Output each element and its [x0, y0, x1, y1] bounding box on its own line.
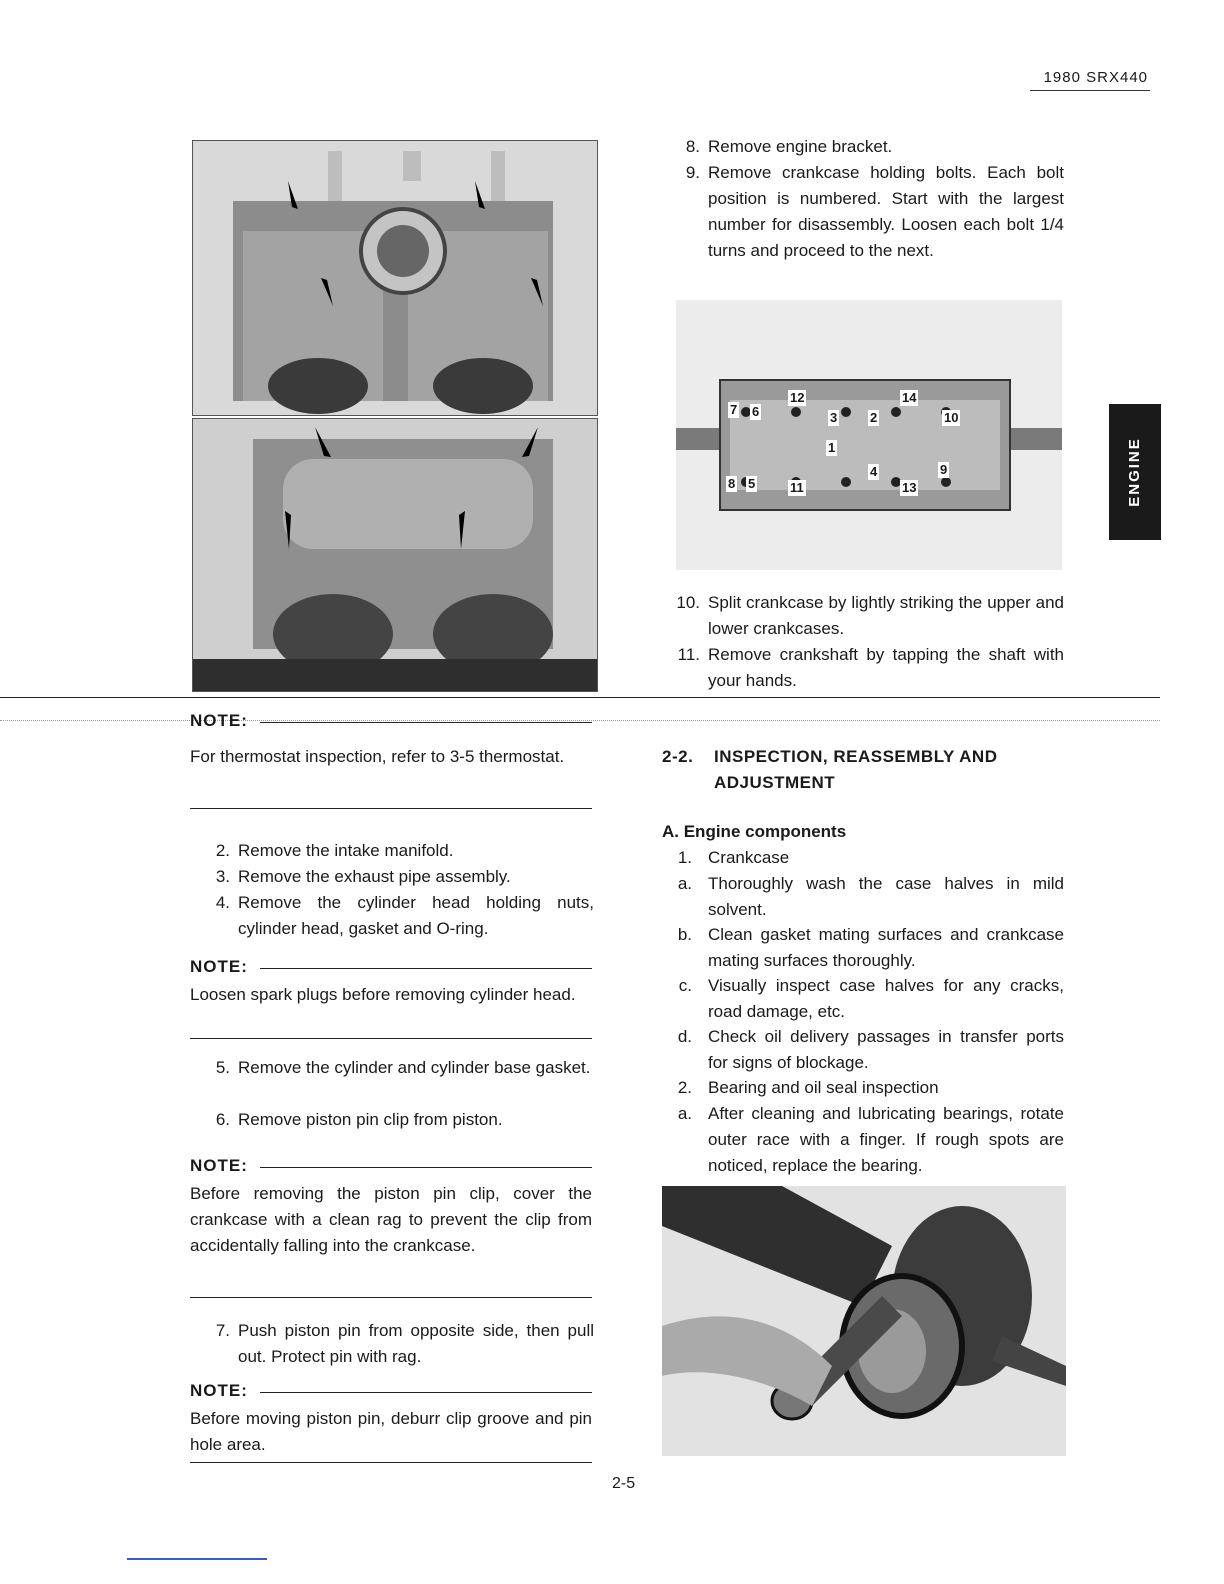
step-number: 3.: [215, 867, 230, 886]
section-title-line1: INSPECTION, REASSEMBLY AND: [714, 747, 998, 766]
side-tab-label: ENGINE: [1126, 437, 1143, 507]
note-text: Loosen spark plugs before removing cylinder head.: [190, 985, 576, 1004]
crankcase-bolt-photo: [676, 300, 1062, 570]
note-label: NOTE:: [190, 711, 248, 730]
link-underline: [127, 1558, 267, 1560]
bolt-number: 11: [790, 480, 804, 495]
model-header: 1980 SRX440: [1030, 68, 1150, 91]
note-text: Before removing the piston pin clip, cover the crankcase with a clean rag to prevent the clip from accidentally falling into the crankcase.: [190, 1184, 592, 1255]
note-label: NOTE:: [190, 957, 248, 976]
bearing-inspection-photo: [662, 1186, 1066, 1456]
bolt-number: 2: [870, 410, 878, 425]
step-text: Remove piston pin clip from piston.: [238, 1110, 503, 1129]
bolt-number: 9: [940, 462, 948, 477]
item-text: Crankcase: [708, 848, 790, 867]
page-number: 2-5: [612, 1475, 636, 1492]
step-number: 4.: [215, 893, 230, 912]
step-number: 10.: [676, 593, 700, 612]
note-label: NOTE:: [190, 1156, 248, 1175]
left-steps-c: [192, 1318, 594, 1372]
note-end-rule: [190, 1038, 592, 1039]
step-number: 9.: [685, 163, 700, 182]
note-rule: [260, 1392, 592, 1393]
bolt-number: 7: [730, 402, 738, 417]
step-text: Remove crankcase holding bolts. Each bolt position is numbered. Start with the largest number for disassembly. Loosen each bolt 1/4 turns and proceed to the next.: [708, 163, 1064, 260]
step-number: 7.: [215, 1321, 230, 1340]
step-text: Remove the cylinder head holding nuts, cylinder head, gasket and O-ring.: [238, 893, 594, 938]
item-number: c.: [678, 976, 692, 995]
item-number: a.: [677, 874, 692, 893]
inspection-section: [662, 744, 1064, 1184]
step-number: 5.: [215, 1058, 230, 1077]
item-text: Check oil delivery passages in transfer ports for signs of blockage.: [708, 1027, 1064, 1072]
note-text: For thermostat inspection, refer to 3-5 thermostat.: [190, 747, 565, 766]
item-text: Thoroughly wash the case halves in mild solvent.: [708, 874, 1064, 919]
bolt-number: 14: [902, 390, 917, 405]
note-rule: [260, 1167, 592, 1168]
bolt-number: 12: [790, 390, 805, 405]
note-text: Before moving piston pin, deburr clip groove and pin hole area.: [190, 1409, 592, 1454]
step-number: 2.: [215, 841, 230, 860]
item-number: b.: [677, 925, 692, 944]
step-text: Remove the exhaust pipe assembly.: [238, 867, 511, 886]
step-text: Remove the intake manifold.: [238, 841, 454, 860]
item-text: After cleaning and lubricating bearings, rotate outer race with a finger. If rough spots are noticed, replace the bearing.: [708, 1104, 1064, 1175]
step-number: 6.: [215, 1110, 230, 1129]
step-text: Remove crankshaft by tapping the shaft with your hands.: [708, 645, 1064, 690]
bolt-number: 10: [944, 410, 959, 425]
note-end-rule: [190, 1462, 592, 1463]
note-thermostat: [190, 710, 592, 810]
item-text: Visually inspect case halves for any cracks, road damage, etc.: [708, 976, 1064, 1021]
note-piston-clip: [190, 1155, 592, 1299]
step-text: Split crankcase by lightly striking the upper and lower crankcases.: [708, 593, 1064, 638]
right-top-steps: [662, 134, 1064, 294]
note-label: NOTE:: [190, 1381, 248, 1400]
item-number: 1.: [677, 848, 692, 867]
section-number: 2-2.: [662, 747, 694, 766]
step-text: Push piston pin from opposite side, then pull out. Protect pin with rag.: [238, 1321, 594, 1366]
note-spark-plugs: [190, 956, 592, 1040]
note-end-rule: [190, 1297, 592, 1298]
note-rule: [260, 968, 592, 969]
item-number: 2.: [677, 1078, 692, 1097]
page-divider: [0, 697, 1160, 698]
section-title-line2: ADJUSTMENT: [714, 773, 836, 792]
bolt-number: 6: [752, 404, 760, 419]
engine-top-photo: [192, 140, 598, 416]
bolt-number: 3: [830, 410, 838, 425]
note-end-rule: [190, 808, 592, 809]
section-side-tab[interactable]: [1109, 404, 1161, 540]
item-text: Clean gasket mating surfaces and crankcase mating surfaces thoroughly.: [708, 925, 1064, 970]
note-piston-pin: [190, 1380, 592, 1464]
item-number: a.: [677, 1104, 692, 1123]
left-steps-b: [192, 1055, 594, 1135]
note-rule: [260, 722, 592, 723]
engine-side-photo: [192, 418, 598, 692]
bolt-number: 13: [902, 480, 917, 495]
bolt-number: 1: [828, 440, 836, 455]
bolt-number: 4: [870, 464, 878, 479]
bolt-number: 5: [748, 476, 756, 491]
subheading: A. Engine components: [662, 822, 847, 841]
bolt-number: 8: [728, 476, 736, 491]
item-number: d.: [677, 1027, 692, 1046]
left-steps-a: [192, 838, 594, 948]
step-number: 11.: [677, 645, 700, 664]
step-number: 8.: [685, 137, 700, 156]
item-text: Bearing and oil seal inspection: [708, 1078, 939, 1097]
step-text: Remove the cylinder and cylinder base gasket.: [238, 1058, 591, 1077]
right-mid-steps: [662, 590, 1064, 694]
step-text: Remove engine bracket.: [708, 137, 893, 156]
